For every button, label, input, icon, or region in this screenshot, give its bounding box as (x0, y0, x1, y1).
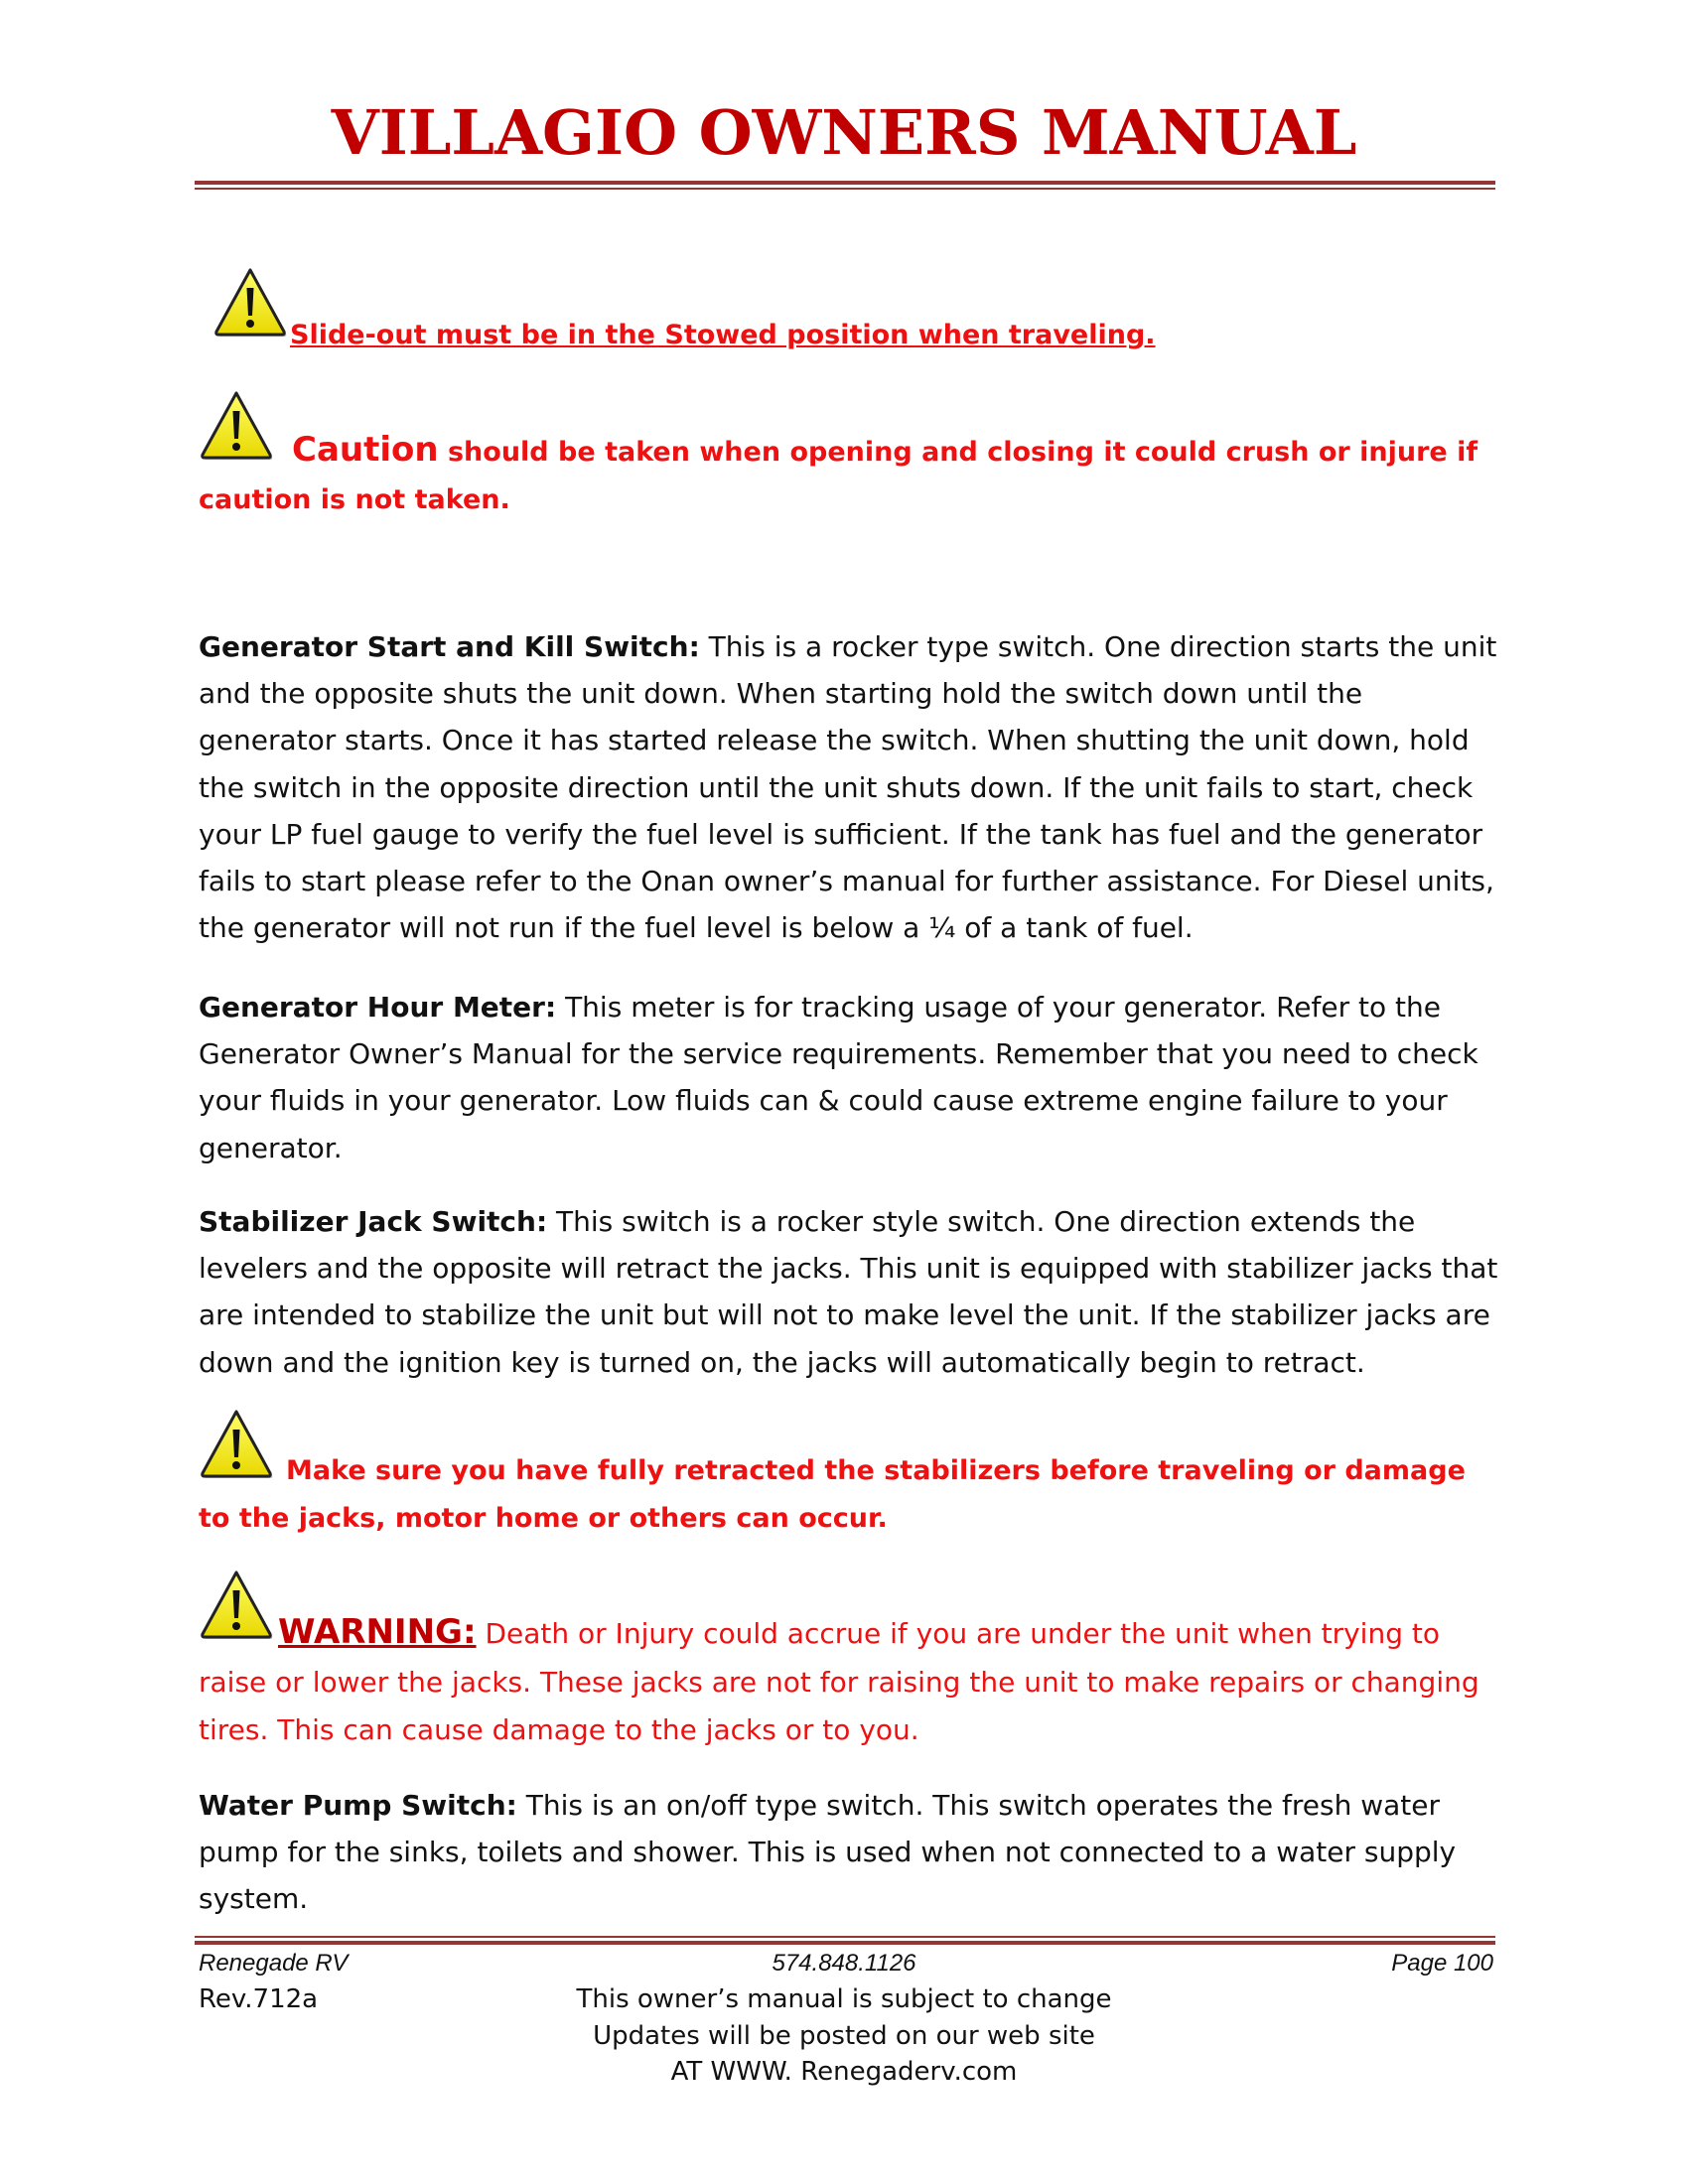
water-pump-paragraph (199, 1782, 1499, 1923)
warning-notice (199, 1608, 1499, 1755)
hour-meter-heading: Generator Hour Meter: (199, 991, 557, 1024)
warning-text: Death or Injury could accrue if you are under the unit when trying to raise or lower the jacks. These jacks are not for raising the unit to make repairs or changing tires. This can cause damage to the jacks or to you. (199, 1617, 1479, 1746)
hour-meter-paragraph (199, 984, 1499, 1171)
stabilizer-switch-paragraph (199, 1198, 1499, 1386)
footer-note: Updates will be posted on our web site (593, 2020, 1095, 2051)
footer-company: Renegade RV (199, 1950, 349, 1977)
warning-triangle-icon (212, 266, 288, 338)
warning-label: WARNING: (278, 1612, 477, 1652)
caution-word: Caution (292, 430, 439, 470)
footer-note: This owner’s manual is subject to change (576, 1984, 1112, 2014)
hour-meter-body: This meter is for tracking usage of your generator. Refer to the Generator Owner’s Manual for the service requirements. Remember that you need to check your fluids in your generator. Low fluids can & could cause extreme engine failure to your generator. (199, 991, 1478, 1164)
stabilizer-switch-heading: Stabilizer Jack Switch: (199, 1205, 548, 1238)
footer-revision: Rev.712a (199, 1984, 319, 2014)
footer-notes (0, 1981, 1688, 2091)
slideout-notice: Slide-out must be in the Stowed position when traveling. (290, 320, 1156, 350)
generator-switch-heading: Generator Start and Kill Switch: (199, 630, 700, 663)
caution-text: should be taken when opening and closing it could crush or injure if caution is not taken. (199, 437, 1478, 515)
page-title: VILLAGIO OWNERS MANUAL (331, 96, 1357, 169)
water-pump-heading: Water Pump Switch: (199, 1789, 517, 1822)
caution-notice (199, 426, 1499, 524)
footer-website: AT WWW. Renegaderv.com (670, 2057, 1018, 2087)
stabilizer-switch-body: This switch is a rocker style switch. One direction extends the levelers and the opposite will retract the jacks. This unit is equipped with stabilizer jacks that are intended to stabilize the unit but will not to make level the unit. If the stabilizer jacks are down and the ignition key is turned on, the jacks will automatically begin to retract. (199, 1205, 1498, 1379)
footer-page-number: Page 100 (1391, 1950, 1493, 1977)
footer-phone: 574.848.1126 (772, 1950, 916, 1977)
stabilizer-notice: Make sure you have fully retracted the stabilizers before traveling or damage to the jacks, motor home or others can occur. (199, 1455, 1466, 1534)
water-pump-body: This is an on/off type switch. This switch operates the fresh water pump for the sinks, toilets and shower. This is used when not connected to a water supply system. (199, 1789, 1457, 1916)
generator-switch-body: This is a rocker type switch. One direction starts the unit and the opposite shuts the unit down. When starting hold the switch down until the generator starts. Once it has started release the switch. When shutting the unit down, hold the switch in the opposite direction until the unit shuts down. If the unit fails to start, check your LP fuel gauge to verify the fuel level is sufficient. If the tank has fuel and the generator fails to start please refer to the Onan owner’s manual for further assistance. For Diesel units, the generator will not run if the fuel level is below a ¼ of a tank of fuel. (199, 630, 1497, 945)
generator-switch-paragraph (199, 623, 1499, 951)
